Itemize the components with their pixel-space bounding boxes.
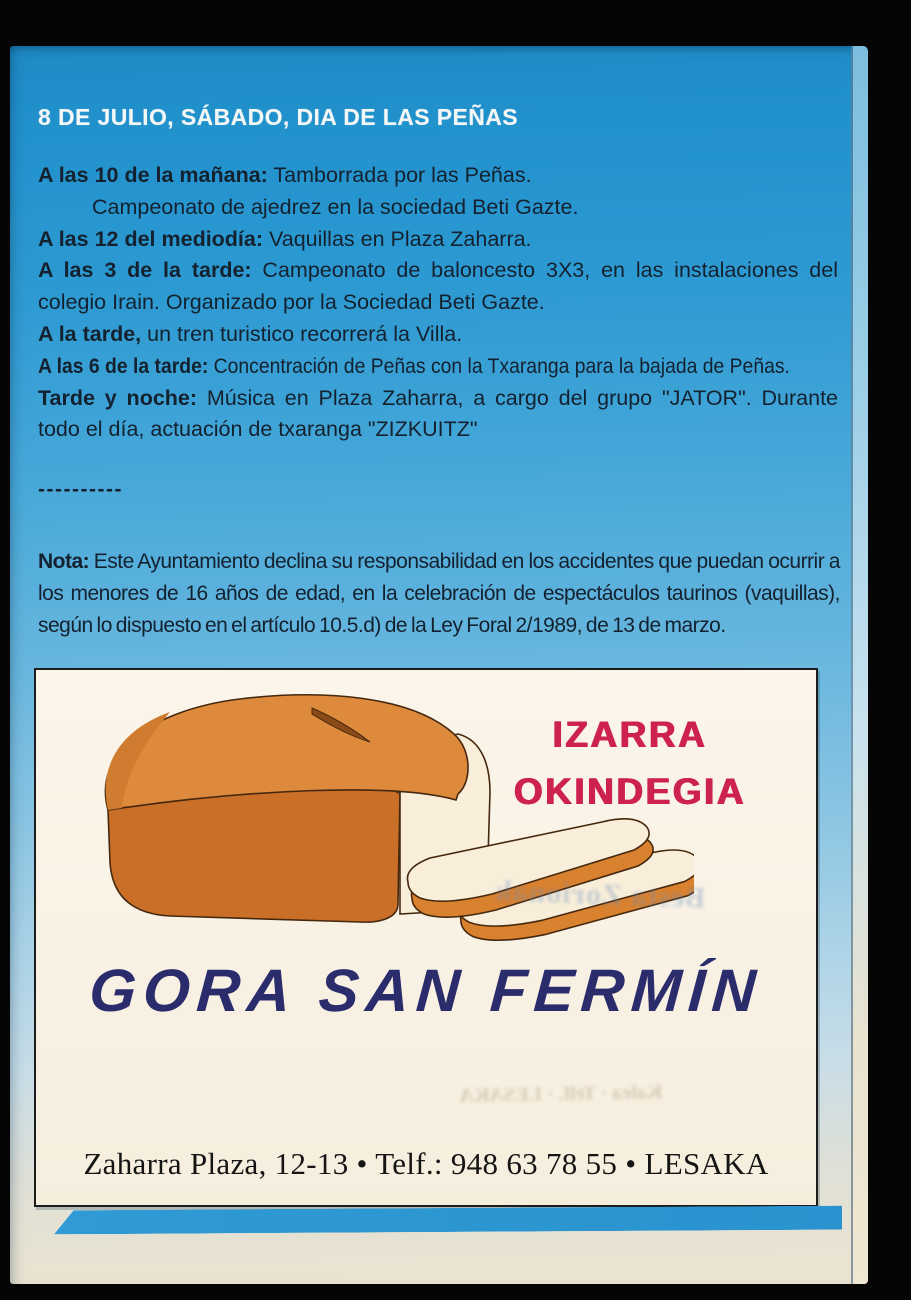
dashed-divider: ---------- [38, 478, 123, 501]
schedule-time-label: A las 12 del mediodía: [38, 226, 264, 251]
schedule-time-label: Tarde y noche: [38, 385, 198, 410]
schedule-line [38, 192, 838, 224]
slogan-text: GORA SAN FERMÍN [87, 957, 765, 1024]
bakery-ad [34, 668, 818, 1207]
bakery-name [458, 706, 802, 820]
schedule-text: Música en Plaza Zaharra, a cargo del grupo "JATOR". Durante todo el día, actuación de txaranga "ZIZKUITZ" [38, 385, 838, 442]
page-curl-edge [851, 46, 868, 1284]
bleed-through-text: Besta Zorionak [493, 874, 707, 915]
schedule-time-label: A la tarde, [38, 321, 142, 346]
schedule-time-label: A las 6 de la tarde: [38, 353, 209, 378]
schedule-text: Campeonato de ajedrez en la sociedad Beti Gazte. [92, 194, 579, 219]
note-text: Este Ayuntamiento declina su responsabilidad en los accidentes que puedan ocurrir a los menores de 16 años de edad, en la celebración de espectáculos taurinos (vaquillas), según lo dispuesto en el artículo 10.5.d) de la Ley Foral 2/1989, de 13 de marzo. [38, 550, 840, 637]
bleed-through-text: Kalea · Telf. · LESAKA [459, 1081, 663, 1107]
page-title: 8 DE JULIO, SÁBADO, DIA DE LAS PEÑAS [38, 104, 519, 130]
bottom-blue-stripe [54, 1206, 842, 1235]
schedule-text: un tren turistico recorrerá la Villa. [141, 321, 463, 346]
schedule-line [38, 383, 838, 447]
schedule-text: Tamborrada por las Peñas. [267, 163, 532, 187]
schedule-block [38, 160, 838, 446]
program-page [10, 46, 868, 1284]
address-line: Zaharra Plaza, 12-13 • Telf.: 948 63 78 55 • LESAKA [83, 1146, 769, 1181]
bakery-name-line2: OKINDEGIA [513, 771, 747, 812]
schedule-line [38, 255, 838, 319]
schedule-line [38, 160, 838, 192]
schedule-text: Vaquillas en Plaza Zaharra. [263, 226, 532, 251]
schedule-line [38, 224, 838, 256]
note-label: Nota: [38, 550, 90, 573]
schedule-line [38, 351, 790, 383]
schedule-time-label: A las 3 de la tarde: [38, 258, 252, 283]
schedule-text: Concentración de Peñas con la Txaranga para la bajada de Peñas. [208, 353, 790, 378]
bakery-name-line1: IZARRA [552, 714, 708, 755]
schedule-line [38, 319, 838, 351]
schedule-text: Campeonato de baloncesto 3X3, en las instalaciones del colegio Irain. Organizado por la Sociedad Beti Gazte. [38, 258, 838, 315]
schedule-time-label: A las 10 de la mañana: [38, 163, 268, 187]
note-paragraph [38, 546, 840, 641]
